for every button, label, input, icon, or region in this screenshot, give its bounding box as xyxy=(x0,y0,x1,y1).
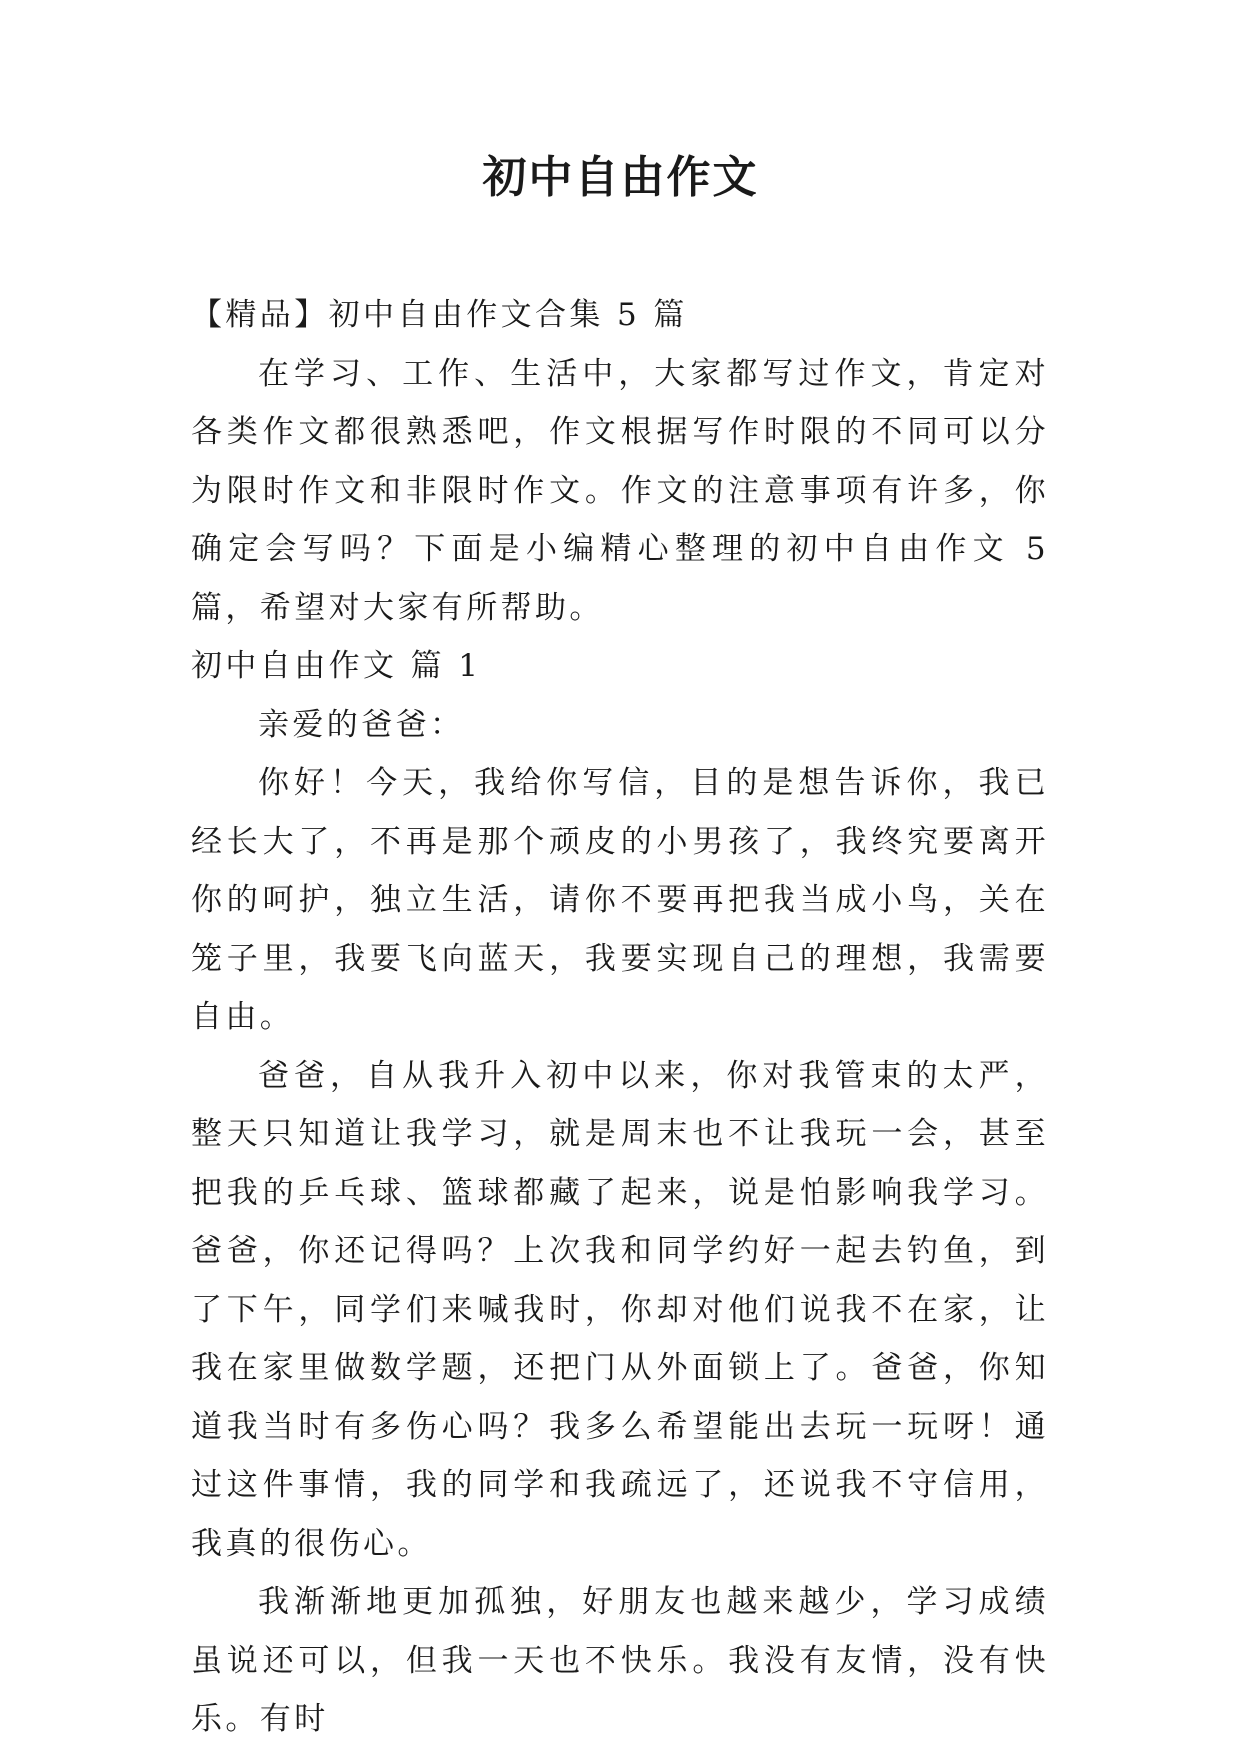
paragraph: 爸爸，自从我升入初中以来，你对我管束的太严，整天只知道让我学习，就是周末也不让我玩一会，甚至把我的乒乓球、篮球都藏了起来，说是怕影响我学习。爸爸，你还记得吗？上次我和同学约好一起去钓鱼，到了下午，同学们来喊我时，你却对他们说我不在家，让我在家里做数学题，还把门从外面锁上了。爸爸，你知道我当时有多伤心吗？我多么希望能出去玩一玩呀！通过这件事情，我的同学和我疏远了，还说我不守信用，我真的很伤心。 xyxy=(191,1057,1049,1562)
paragraph-heading: 【精品】初中自由作文合集 5 篇 xyxy=(191,297,688,333)
document-title: 初中自由作文 xyxy=(482,152,759,203)
section-heading: 初中自由作文 篇 1 xyxy=(191,648,482,684)
paragraph-salutation: 亲爱的爸爸： xyxy=(258,706,465,743)
paragraph: 你好！今天，我给你写信，目的是想告诉你，我已经长大了，不再是那个顽皮的小男孩了，我终究要离开你的呵护，独立生活，请你不要再把我当成小鸟，关在笼子里，我要飞向蓝天，我要实现自己的理想，我需要自由。 xyxy=(191,765,1049,1035)
document-body xyxy=(191,286,1049,1749)
paragraph-intro: 在学习、工作、生活中，大家都写过作文，肯定对各类作文都很熟悉吧，作文根据写作时限的不同可以分为限时作文和非限时作文。作文的注意事项有许多，你确定会写吗？下面是小编精心整理的初中自由作文 5 篇，希望对大家有所帮助。 xyxy=(191,355,1049,626)
paragraph: 我渐渐地更加孤独，好朋友也越来越少，学习成绩虽说还可以，但我一天也不快乐。我没有友情，没有快乐。有时 xyxy=(191,1584,1049,1737)
